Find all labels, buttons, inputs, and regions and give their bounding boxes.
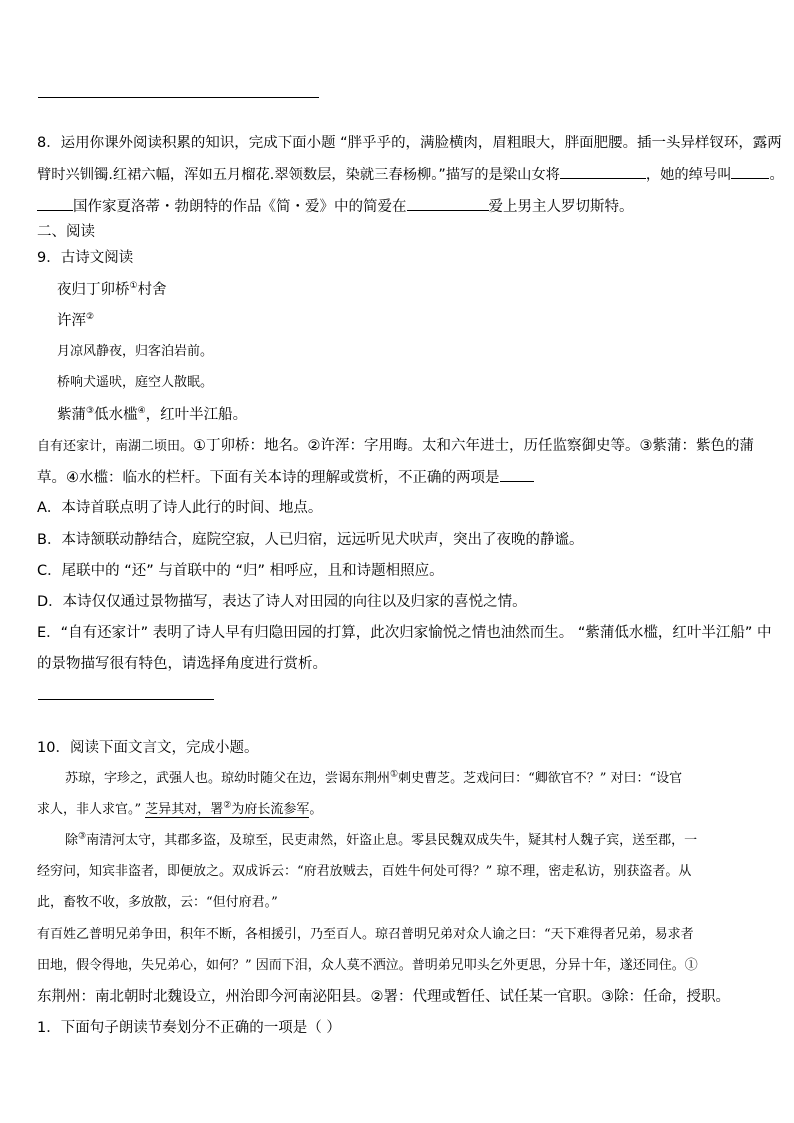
underlined-sentence: 芝异其对，署②为府长流参军 [145, 800, 310, 817]
q9-heading: 9．古诗文阅读 [37, 250, 134, 266]
answer-line-top [38, 97, 319, 98]
blank-place[interactable] [407, 196, 489, 211]
q9-notes-line2: 草。④水槛：临水的栏杆。下面有关本诗的理解或赏析，不正确的两项是 [37, 467, 534, 488]
poem-verse-1: 月凉风静夜，归客泊岩前。 [57, 344, 214, 359]
q10-p3-line1: 有百姓乙普明兄弟争田，积年不断，各相援引，乃至百人。琼召普明兄弟对众人谕之曰：“天下难得者兄弟，易求者 [37, 927, 694, 942]
poem-author: 许浑② [57, 312, 95, 329]
blank-country[interactable] [37, 196, 73, 211]
blank-q9-answer[interactable] [500, 467, 534, 482]
q9-option-e-line2: 的景物描写很有特色，请选择角度进行赏析。 [37, 656, 327, 672]
q9-option-c: C．尾联中的 “还” 与首联中的 “归” 相呼应，且和诗题相照应。 [37, 563, 444, 579]
q9-option-a: A．本诗首联点明了诗人此行的时间、地点。 [37, 500, 323, 516]
q8-line2: 臂时兴钏镯.红裙六幅，浑如五月榴花.翠领数层，染就三春杨柳。”描写的是梁山女将 ，她的绰号叫 。 [37, 164, 784, 185]
q9-option-e-line1: E．“自有还家计” 表明了诗人早有归隐田园的打算，此次归家愉悦之情也油然而生。 “紫蒲低水槛，红叶半江船” 中 [37, 625, 772, 641]
poem-verse-2: 桥响犬遥吠，庭空人散眠。 [57, 375, 214, 390]
q10-p2-line2: 经穷问，知宾非盗者，即便放之。双成诉云：“府君放贼去，百姓牛何处可得？” 琼不理，密走私访，别获盗者。从 [37, 864, 692, 879]
q8-line3: 国作家夏洛蒂・勃朗特的作品《简・爱》中的简爱在 爱上男主人罗切斯特。 [37, 196, 634, 217]
q10-p1-line2: 求人，非人求官。” 芝异其对，署②为府长流参军。 [37, 800, 323, 817]
q10-p3-line2: 田地，假令得地，失兄弟心，如何？” 因而下泪，众人莫不洒泣。普明弟兄叩头乞外更思，分异十年，遂还同住。① [37, 958, 698, 973]
q9-option-b: B．本诗颔联动静结合，庭院空寂，人已归宿，远远听见犬吠声，突出了夜晚的静谧。 [37, 532, 584, 548]
q10-p2-line3: 此，畜牧不收，多放散，云：“但付府君。” [37, 895, 278, 910]
q10-heading: 10．阅读下面文言文，完成小题。 [37, 740, 259, 756]
poem-title: 夜归丁卯桥①村舍 [57, 281, 167, 298]
q10-p2-line1: 除③南清河太守，其郡多盗，及琼至，民吏肃然，奸盗止息。零县民魏双成失牛，疑其村人魏子宾，送至郡，一 [65, 831, 698, 848]
answer-line-mid [38, 699, 214, 700]
poem-verse-3: 紫蒲③低水槛④，红叶半江船。 [57, 406, 248, 423]
q9-option-d: D．本诗仅仅通过景物描写，表达了诗人对田园的向往以及归家的喜悦之情。 [37, 594, 527, 610]
blank-nickname[interactable] [731, 164, 769, 179]
section-heading-reading: 二、阅读 [37, 224, 95, 240]
blank-female-general[interactable] [560, 164, 646, 179]
q9-notes-line1: 自有还家计，南湖二顷田。①丁卯桥：地名。②许浑：字用晦。太和六年进士，历任监察御史等。③紫蒲：紫色的蒲 [37, 438, 755, 454]
q10-sub1: 1．下面句子朗读节奏划分不正确的一项是（ ） [37, 1020, 341, 1036]
q8-line1: 8．运用你课外阅读积累的知识，完成下面小题 “胖乎乎的，满脸横肉，眉粗眼大，胖面肥腰。插一头异样钗环，露两 [37, 135, 782, 151]
q10-p1-line1: 苏琼，字珍之，武强人也。琼幼时随父在边，尝谒东荆州①刺史曹芝。芝戏问曰：“卿欲官不？” 对曰：“设官 [65, 769, 683, 786]
q10-notes: 东荆州：南北朝时北魏设立，州治即今河南泌阳县。②署：代理或暂任、试任某一官职。③除：任命，授职。 [37, 989, 730, 1005]
